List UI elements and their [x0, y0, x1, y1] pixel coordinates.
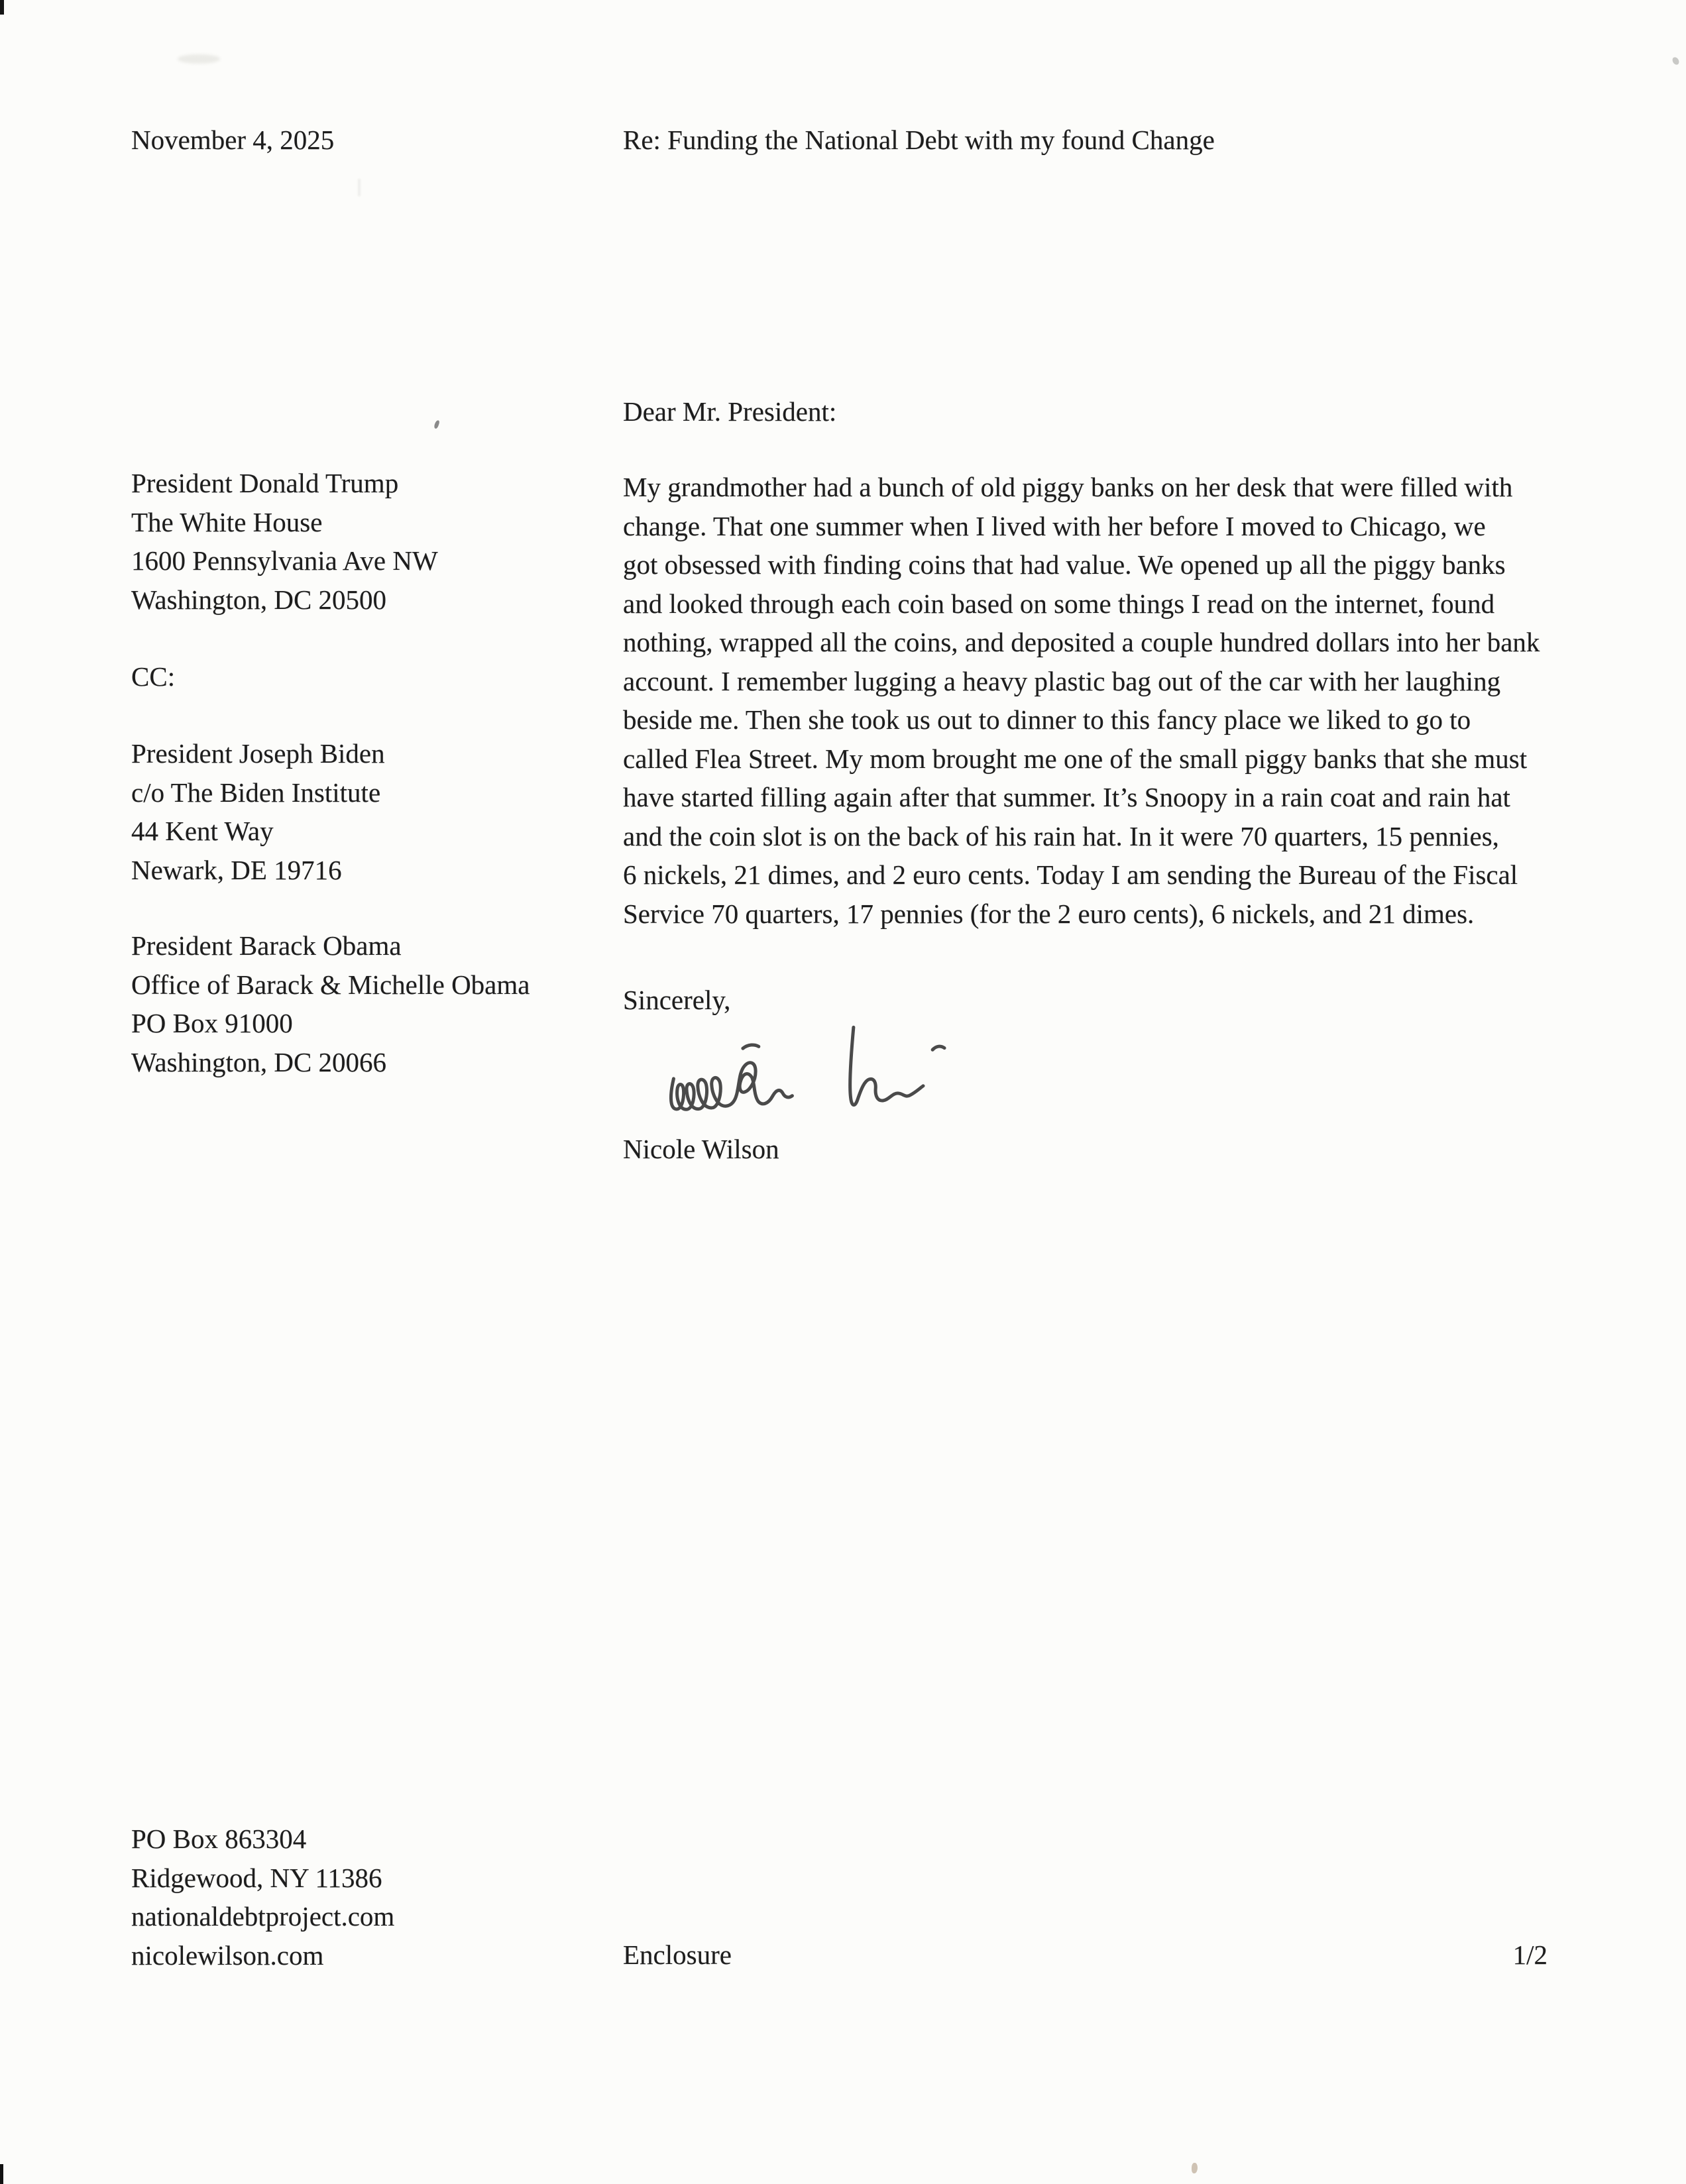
sender-footer-block [131, 1820, 394, 1975]
recipient-line: President Donald Trump [131, 468, 399, 498]
body-line: and the coin slot is on the back of his rain hat. In it were 70 quarters, 15 pennies, [623, 820, 1499, 851]
scan-speck [1671, 56, 1681, 66]
footer-website: nicolewilson.com [131, 1939, 324, 1971]
scan-speck [433, 419, 440, 429]
cc-address-line: President Joseph Biden [131, 738, 385, 769]
body-line: 6 nickels, 21 dimes, and 2 euro cents. Today I am sending the Bureau of the Fiscal [623, 859, 1518, 890]
recipient-line: 1600 Pennsylvania Ave NW [131, 545, 438, 576]
scan-artifact-edge [0, 2164, 3, 2184]
scan-smudge [358, 179, 361, 196]
scan-smudge [178, 54, 220, 64]
body-line: called Flea Street. My mom brought me one of the small piggy banks that she must [623, 743, 1528, 774]
body-line: beside me. Then she took us out to dinner to this fancy place we liked to go to [623, 704, 1471, 735]
page-number: 1/2 [1512, 1939, 1547, 1970]
scan-artifact-corner [0, 0, 4, 15]
cc-address-line: Newark, DE 19716 [131, 854, 342, 885]
body-line: My grandmother had a bunch of old piggy banks on her desk that were filled with [623, 472, 1513, 502]
cc-address-line: Office of Barack & Michelle Obama [131, 969, 530, 1000]
body-line: Service 70 quarters, 17 pennies (for the 2 euro cents), 6 nickels, and 21 dimes. [623, 898, 1475, 929]
recipient-line: The White House [131, 506, 323, 537]
recipient-line: Washington, DC 20500 [131, 584, 387, 615]
body-line: and looked through each coin based on some things I read on the internet, found [623, 588, 1495, 619]
cc-address-line: Washington, DC 20066 [131, 1046, 387, 1077]
cc-address-line: 44 Kent Way [131, 816, 274, 846]
cc-label: CC: [131, 661, 176, 692]
footer-line: PO Box 863304 [131, 1824, 307, 1854]
footer-website: nationaldebtproject.com [131, 1901, 395, 1932]
cc-address-line: c/o The Biden Institute [131, 777, 381, 808]
body-line: account. I remember lugging a heavy plastic bag out of the car with her laughing [623, 665, 1501, 696]
body-line: change. That one summer when I lived with her before I moved to Chicago, we [623, 510, 1486, 541]
salutation: Dear Mr. President: [623, 396, 837, 427]
cc-address-line: PO Box 91000 [131, 1008, 293, 1038]
handwritten-signature-icon [653, 1009, 994, 1127]
cc-address-block-biden [131, 734, 385, 889]
cc-address-line: President Barack Obama [131, 930, 402, 961]
signer-name: Nicole Wilson [623, 1134, 779, 1164]
letter-date: November 4, 2025 [131, 125, 335, 155]
body-line: got obsessed with finding coins that had value. We opened up all the piggy banks [623, 549, 1506, 580]
letter-body [623, 468, 1540, 933]
cc-address-block-obama [131, 926, 530, 1081]
footer-line: Ridgewood, NY 11386 [131, 1862, 382, 1893]
recipient-address-block [131, 464, 438, 619]
scan-speck [1192, 2163, 1198, 2173]
closing: Sincerely, [623, 985, 731, 1015]
subject-line: Re: Funding the National Debt with my found Change [623, 125, 1215, 155]
body-line: have started filling again after that summer. It’s Snoopy in a rain coat and rain hat [623, 782, 1510, 812]
body-line: nothing, wrapped all the coins, and deposited a couple hundred dollars into her bank [623, 627, 1540, 657]
enclosure-note: Enclosure [623, 1939, 732, 1970]
